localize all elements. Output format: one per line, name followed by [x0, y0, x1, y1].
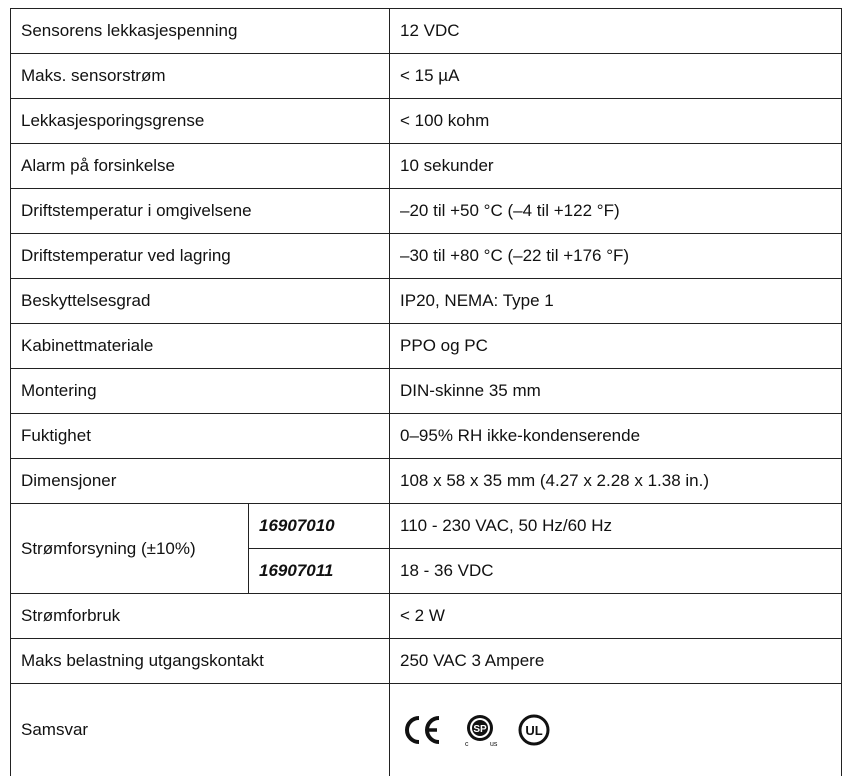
csa-us-mark-icon — [460, 712, 502, 748]
spec-table — [10, 8, 842, 776]
csa-mark-text: SP — [473, 723, 487, 735]
spec-label: Lekkasjesporingsgrense — [11, 99, 390, 144]
table-row — [11, 639, 842, 684]
spec-value: < 100 kohm — [390, 99, 842, 144]
table-row — [11, 189, 842, 234]
spec-value: 12 VDC — [390, 9, 842, 54]
table-row — [11, 459, 842, 504]
spec-value: PPO og PC — [390, 324, 842, 369]
table-row — [11, 594, 842, 639]
spec-value: < 15 µA — [390, 54, 842, 99]
spec-value: 108 x 58 x 35 mm (4.27 x 2.28 x 1.38 in.) — [390, 459, 842, 504]
spec-value: 250 VAC 3 Ampere — [390, 639, 842, 684]
spec-value: 0–95% RH ikke-kondenserende — [390, 414, 842, 459]
table-row — [11, 9, 842, 54]
table-row — [11, 234, 842, 279]
spec-label: Montering — [11, 369, 390, 414]
spec-label: Alarm på forsinkelse — [11, 144, 390, 189]
spec-value: < 2 W — [390, 594, 842, 639]
table-row — [11, 324, 842, 369]
ul-mark-icon — [518, 714, 550, 746]
power-supply-label: Strømforsyning (±10%) — [11, 504, 249, 594]
spec-value: 110 - 230 VAC, 50 Hz/60 Hz — [390, 504, 842, 549]
spec-label: Samsvar — [11, 684, 390, 776]
ce-mark-icon — [400, 714, 444, 746]
model-number: 16907010 — [249, 504, 390, 549]
spec-label: Dimensjoner — [11, 459, 390, 504]
compliance-row — [11, 684, 842, 776]
model-number: 16907011 — [249, 549, 390, 594]
c-mark-text: c — [465, 740, 469, 748]
spec-label: Fuktighet — [11, 414, 390, 459]
ul-mark-text: UL — [525, 722, 543, 738]
spec-label: Kabinettmateriale — [11, 324, 390, 369]
spec-label: Maks. sensorstrøm — [11, 54, 390, 99]
spec-value: DIN-skinne 35 mm — [390, 369, 842, 414]
spec-value: IP20, NEMA: Type 1 — [390, 279, 842, 324]
spec-label: Driftstemperatur i omgivelsene — [11, 189, 390, 234]
spec-value: 18 - 36 VDC — [390, 549, 842, 594]
spec-label: Maks belastning utgangskontakt — [11, 639, 390, 684]
us-mark-text: us — [490, 740, 498, 748]
spec-label: Strømforbruk — [11, 594, 390, 639]
table-row — [11, 279, 842, 324]
table-row — [11, 99, 842, 144]
power-supply-row — [11, 504, 842, 549]
compliance-marks — [390, 684, 842, 776]
spec-value: 10 sekunder — [390, 144, 842, 189]
spec-label: Sensorens lekkasjespenning — [11, 9, 390, 54]
table-row — [11, 54, 842, 99]
spec-value: –30 til +80 °C (–22 til +176 °F) — [390, 234, 842, 279]
spec-value: –20 til +50 °C (–4 til +122 °F) — [390, 189, 842, 234]
spec-label: Driftstemperatur ved lagring — [11, 234, 390, 279]
table-row — [11, 414, 842, 459]
table-row — [11, 144, 842, 189]
spec-label: Beskyttelsesgrad — [11, 279, 390, 324]
table-row — [11, 369, 842, 414]
